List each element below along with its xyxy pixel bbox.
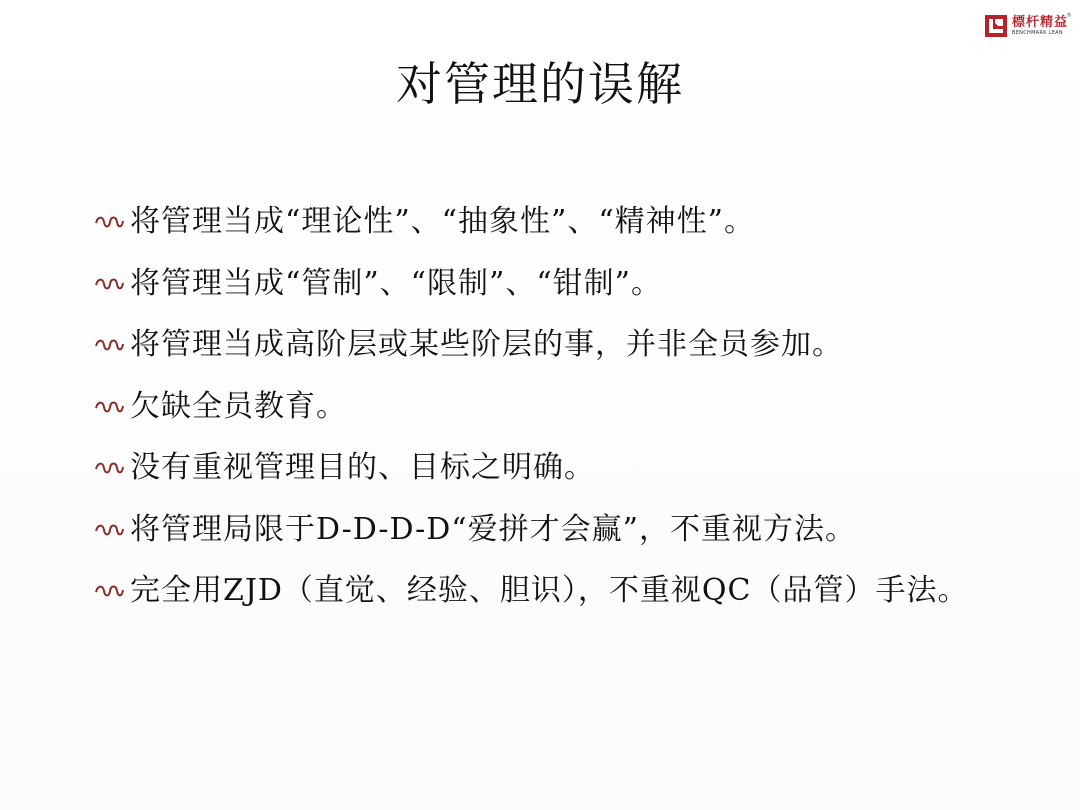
bullet-text: 将管理当成高阶层或某些阶层的事，并非全员参加。	[130, 327, 843, 362]
bullet-item	[94, 573, 994, 609]
bullet-list	[94, 204, 994, 635]
wavy-bullet-icon	[94, 450, 130, 486]
bullet-item	[94, 204, 994, 240]
bullet-text: 欠缺全员教育。	[130, 388, 347, 424]
bullet-text: 将管理局限于D-D-D-D“爱拼才会赢”，不重视方法。	[130, 511, 856, 547]
registered-mark: ®	[1066, 12, 1072, 19]
logo-name-en: BENCHMARK LEAN	[1011, 30, 1063, 36]
bullet-text: 完全用ZJD（直觉、经验、胆识），不重视QC（品管）手法。	[130, 573, 969, 608]
wavy-bullet-icon	[94, 389, 130, 425]
logo-name-cn: 標杆精益	[1011, 15, 1068, 30]
wavy-bullet-icon	[94, 327, 130, 363]
wavy-bullet-icon	[94, 266, 130, 302]
logo-text	[1011, 12, 1072, 36]
bullet-item	[94, 327, 994, 363]
bullet-text: 将管理当成“管制”、“限制”、“钳制”。	[130, 265, 663, 301]
brand-logo	[984, 12, 1072, 38]
slide-title: 对管理的误解	[396, 57, 684, 111]
bullet-item	[94, 512, 994, 548]
wavy-bullet-icon	[94, 573, 130, 609]
bullet-item	[94, 450, 994, 486]
bullet-text: 将管理当成“理论性”、“抽象性”、“精神性”。	[130, 204, 756, 239]
bullet-item	[94, 389, 994, 425]
logo-mark-icon	[984, 14, 1008, 38]
bullet-item	[94, 266, 994, 302]
wavy-bullet-icon	[94, 204, 130, 240]
wavy-bullet-icon	[94, 512, 130, 548]
bullet-text: 没有重视管理目的、目标之明确。	[130, 450, 595, 485]
